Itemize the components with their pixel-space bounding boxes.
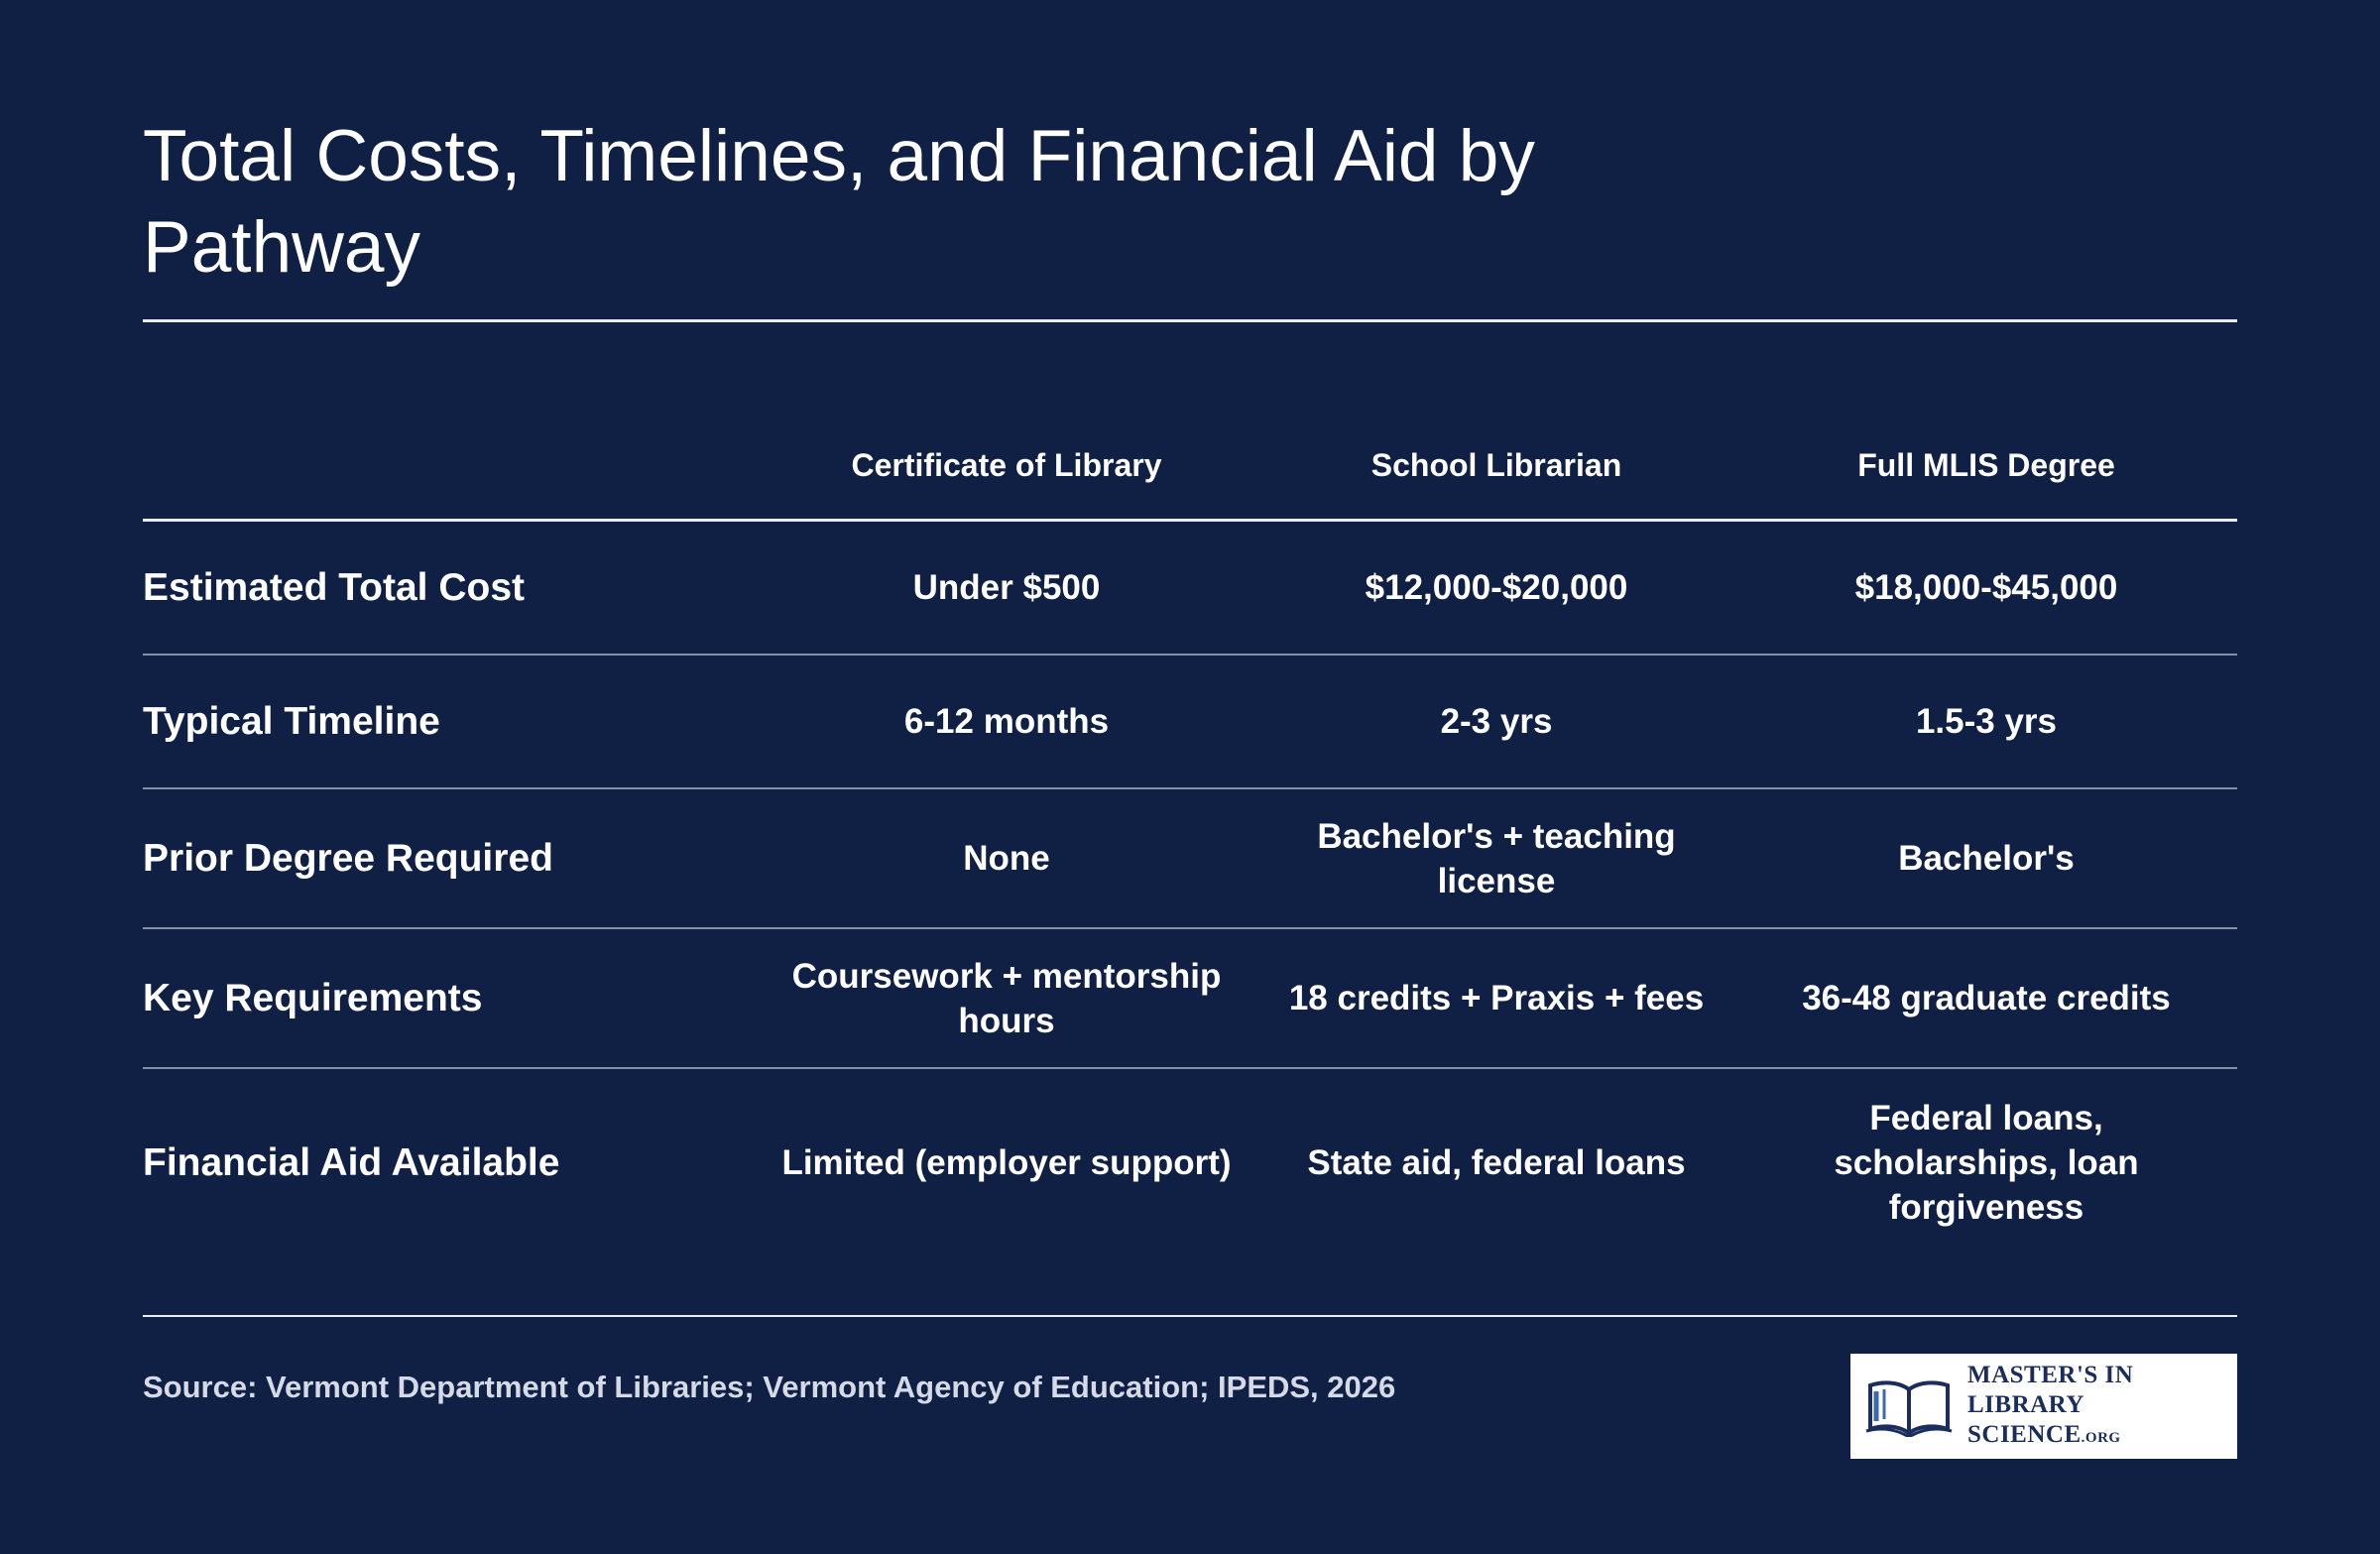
logo-suffix: .ORG bbox=[2081, 1429, 2121, 1446]
table-cell: None bbox=[756, 788, 1257, 928]
open-book-icon bbox=[1864, 1375, 1954, 1437]
table-header-row bbox=[143, 412, 2237, 521]
table-cell: 2-3 yrs bbox=[1257, 655, 1735, 788]
table-cell: 1.5-3 yrs bbox=[1735, 655, 2237, 788]
logo-wordmark bbox=[1967, 1361, 2237, 1453]
logo-line-1: MASTER'S IN bbox=[1967, 1361, 2134, 1388]
comparison-table bbox=[143, 412, 2237, 1255]
comparison-table-container bbox=[143, 412, 2237, 1255]
header-certificate: Certificate of Library bbox=[756, 412, 1257, 521]
table-cell: Limited (employer support) bbox=[781, 1142, 1232, 1182]
table-cell: Under $500 bbox=[756, 521, 1257, 656]
table-cell: Bachelor's bbox=[1735, 788, 2237, 928]
row-label: Estimated Total Cost bbox=[143, 521, 756, 656]
table-row bbox=[143, 1068, 2237, 1255]
page-title: Total Costs, Timelines, and Financial Aid by Pathway bbox=[143, 116, 1535, 288]
table-row bbox=[143, 928, 2237, 1068]
table-cell: Federal loans, scholarships, loan forgiveness bbox=[1834, 1098, 2139, 1227]
logo-line-2: LIBRARY SCIENCE bbox=[1967, 1390, 2083, 1448]
row-label: Prior Degree Required bbox=[143, 788, 756, 928]
title-divider bbox=[143, 319, 2237, 322]
header-full-mlis: Full MLIS Degree bbox=[1735, 412, 2237, 521]
table-cell: Bachelor's + teaching license bbox=[1257, 788, 1735, 928]
row-label: Key Requirements bbox=[143, 928, 756, 1068]
site-logo bbox=[1850, 1354, 2237, 1459]
table-row bbox=[143, 655, 2237, 788]
source-note: Source: Vermont Department of Libraries; Vermont Agency of Education; IPEDS, 2026 bbox=[143, 1370, 1396, 1404]
table-row bbox=[143, 521, 2237, 656]
table-cell: $18,000-$45,000 bbox=[1735, 521, 2237, 656]
table-cell: Coursework + mentorship hours bbox=[756, 928, 1257, 1068]
header-school-librarian: School Librarian bbox=[1257, 412, 1735, 521]
table-cell: $12,000-$20,000 bbox=[1257, 521, 1735, 656]
row-label: Typical Timeline bbox=[143, 655, 756, 788]
row-label: Financial Aid Available bbox=[143, 1140, 560, 1184]
table-cell: 6-12 months bbox=[756, 655, 1257, 788]
table-cell: 18 credits + Praxis + fees bbox=[1257, 928, 1735, 1068]
table-cell: State aid, federal loans bbox=[1307, 1142, 1686, 1182]
footer-divider bbox=[143, 1315, 2237, 1317]
table-row bbox=[143, 788, 2237, 928]
table-cell: 36-48 graduate credits bbox=[1735, 928, 2237, 1068]
header-empty-cell bbox=[143, 412, 756, 521]
